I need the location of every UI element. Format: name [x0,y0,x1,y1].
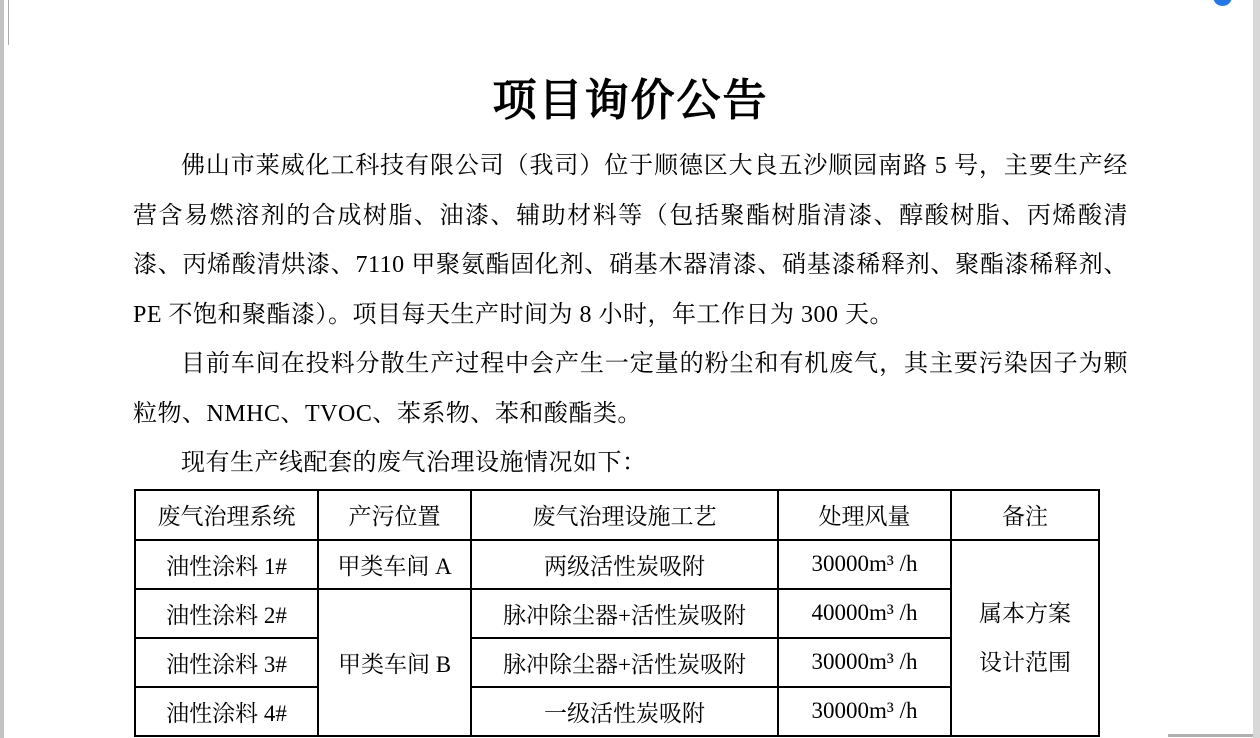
page-corner-line [8,0,9,45]
cell-remark-merged [951,540,1099,736]
remark-line-2: 设计范围 [979,649,1071,675]
scrollbar-track[interactable] [1253,0,1260,738]
paragraph-table-lead-in: 现有生产线配套的废气治理设施情况如下： [181,450,647,476]
cell-process: 脉冲除尘器+活性炭吸附 [471,589,778,638]
cell-process: 两级活性炭吸附 [471,540,778,589]
column-header-location: 产污位置 [318,490,471,540]
column-header-system: 废气治理系统 [135,490,318,540]
cell-location: 甲类车间 A [318,540,471,589]
cell-airflow: 30000m³ /h [778,540,951,589]
column-header-remark: 备注 [951,490,1099,540]
cell-system: 油性涂料 4# [135,687,318,736]
table-row [135,540,1099,589]
cell-process: 一级活性炭吸附 [471,687,778,736]
window-left-edge [0,0,4,738]
page-title: 项目询价公告 [492,76,769,125]
page-edge-line [1168,734,1253,737]
cell-airflow: 30000m³ /h [778,638,951,687]
column-header-process: 废气治理设施工艺 [471,490,778,540]
cell-airflow: 30000m³ /h [778,687,951,736]
cell-process: 脉冲除尘器+活性炭吸附 [471,638,778,687]
cell-system: 油性涂料 1# [135,540,318,589]
remark-line-1: 属本方案 [979,600,1071,626]
table-header-row [135,490,1099,540]
document-page [133,0,1128,737]
waste-gas-treatment-table [134,489,1100,737]
paragraph-pollutants: 目前车间在投料分散生产过程中会产生一定量的粉尘和有机废气，其主要污染因子为颗粒物、NMHC、TVOC、苯系物、苯和酸酯类。 [133,351,1128,427]
cell-system: 油性涂料 2# [135,589,318,638]
floating-button[interactable] [1213,0,1232,6]
cell-system: 油性涂料 3# [135,638,318,687]
cell-airflow: 40000m³ /h [778,589,951,638]
cell-location-merged: 甲类车间 B [318,589,471,736]
column-header-airflow: 处理风量 [778,490,951,540]
paragraph-company-intro: 佛山市莱威化工科技有限公司（我司）位于顺德区大良五沙顺园南路 5 号，主要生产经营含易燃溶剂的合成树脂、油漆、辅助材料等（包括聚酯树脂清漆、醇酸树脂、丙烯酸清漆、丙烯酸清烘漆、7110 甲聚氨酯固化剂、硝基木器清漆、硝基漆稀释剂、聚酯漆稀释剂、PE 不饱和聚酯漆）。项目每天生产时间为 8 小时，年工作日为 300 天。 [133,153,1128,328]
